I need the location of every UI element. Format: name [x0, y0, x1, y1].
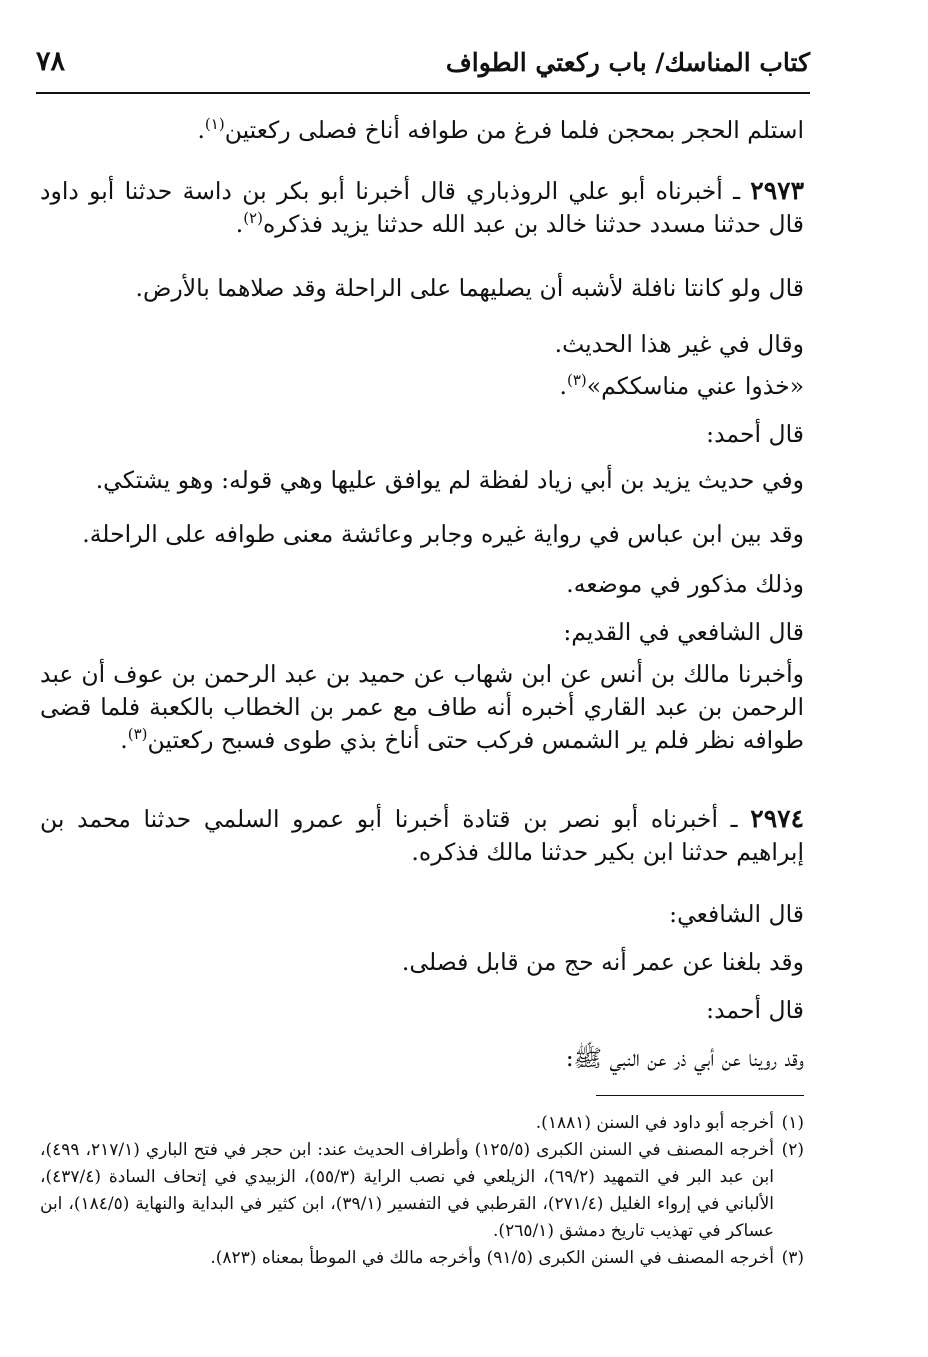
footnote-rule: [596, 1095, 804, 1096]
footnote-ref: (٣): [566, 371, 587, 390]
page-header: [36, 44, 810, 92]
paragraph: قال أحمد:: [706, 996, 804, 1024]
footnote-ref: (٢): [243, 209, 263, 228]
hadith-paragraph: ٢٩٧٣ ـ أخبرناه أبو علي الروذباري قال أخبرنا أبو بكر بن داسة حدثنا أبو داود قال حدثنا مسدد حدثنا خالد بن عبد الله حدثنا يزيد فذكره$^{(٢)}$.: [40, 176, 804, 238]
paragraph: وقد روينا عن أبي ذر عن النبي ﷺ:: [565, 1044, 804, 1072]
paragraph: وقال في غير هذا الحديث.: [554, 330, 804, 358]
footnote-label: (٢): [781, 1140, 804, 1160]
footnote-text: أخرجه المصنف في السنن الكبرى (٩١/٥) وأخرجه مالك في الموطأ بمعناه (٨٢٣).: [210, 1248, 774, 1268]
paragraph: قال أحمد:: [706, 420, 804, 448]
paragraph: وأخبرنا مالك بن أنس عن ابن شهاب عن حميد بن عبد الرحمن بن عوف أن عبد الرحمن بن عبد القاري أخبره أنه طاف مع عمر بن الخطاب بالكعبة فلما قضى طوافه نظر فلم ير الشمس فركب حتى أناخ بذي طوى فسبح ركعتين$^{(٣)}$.: [40, 660, 804, 754]
paragraph: قال الشافعي في القديم:: [563, 618, 804, 646]
paragraph: قال ولو كانتا نافلة لأشبه أن يصليهما على الراحلة وقد صلاهما بالأرض.: [135, 274, 804, 302]
footnote-text: أخرجه المصنف في السنن الكبرى (١٢٥/٥) وأطراف الحديث عند: ابن حجر في فتح الباري (٢١٧/١، ٤٩٩)، ابن عبد البر في التمهيد (٦٩/٢)، الزيلعي في نصب الراية (٥٥/٣)، الزبيدي في إتحاف السادة (٤٣٧/٤)، الألباني في إرواء الغليل (٢٧١/٤)، القرطبي في التفسير (٣٩/١)، ابن كثير في البداية والنهاية (١٨٤/٥)، ابن عساكر في تهذيب تاريخ دمشق (٢٦٥/١).: [40, 1140, 775, 1241]
hadith-paragraph: ٢٩٧٤ ـ أخبرناه أبو نصر بن قتادة أخبرنا أبو عمرو السلمي حدثنا محمد بن إبراهيم حدثنا ابن بكير حدثنا مالك فذكره.: [40, 804, 804, 866]
footnote: [40, 1110, 804, 1137]
footnotes: [40, 1110, 804, 1272]
page-number: ٧٨: [36, 46, 66, 77]
footnote-ref: (١): [204, 115, 225, 134]
paragraph: وقد بلغنا عن عمر أنه حج من قابل فصلى.: [401, 948, 804, 976]
footnote-label: (١): [781, 1113, 804, 1133]
running-title: كتاب المناسك/ باب ركعتي الطواف: [445, 48, 810, 77]
paragraph: وذلك مذكور في موضعه.: [566, 570, 804, 598]
paragraph: وقد بين ابن عباس في رواية غيره وجابر وعائشة معنى طوافه على الراحلة.: [82, 520, 804, 548]
footnote-text: أخرجه أبو داود في السنن (١٨٨١).: [535, 1113, 774, 1133]
paragraph: وفي حديث يزيد بن أبي زياد لفظة لم يوافق عليها وهي قوله: وهو يشتكي.: [95, 466, 804, 494]
header-rule: [36, 92, 810, 94]
footnote: [40, 1137, 804, 1245]
quote-paragraph: «خذوا عني مناسككم»$^{(٣)}$.: [559, 371, 804, 400]
paragraph: استلم الحجر بمحجن فلما فرغ من طوافه أناخ فصلى ركعتين$^{(١)}$.: [197, 115, 804, 144]
footnote-label: (٣): [781, 1248, 804, 1268]
hadith-number: ٢٩٧٣: [750, 176, 804, 205]
footnote: [40, 1245, 804, 1272]
footnote-ref: (٣): [127, 725, 148, 744]
hadith-number: ٢٩٧٤: [750, 804, 804, 833]
paragraph: قال الشافعي:: [669, 900, 804, 928]
